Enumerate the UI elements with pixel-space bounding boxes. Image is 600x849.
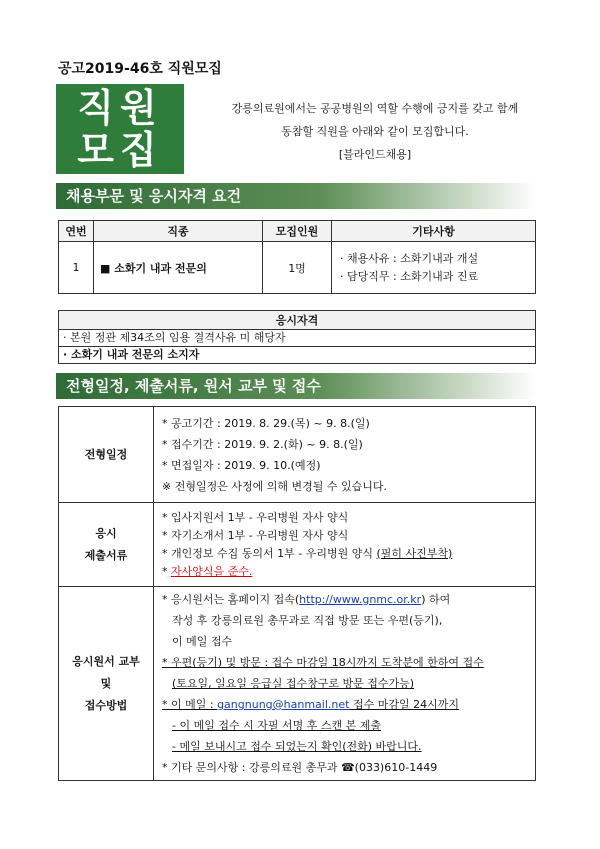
documents-row <box>59 503 536 587</box>
section-heading-process: 전형일정, 제출서류, 원서 교부 및 접수 <box>56 373 536 399</box>
schedule-row <box>59 407 536 503</box>
submission-line-1-text: * 응시원서는 홈페이지 접속( <box>162 593 300 606</box>
company-form-note: 자사양식을 준수. <box>171 564 253 578</box>
submission-line-6-text: * 이 메일 : <box>162 698 218 711</box>
submission-line-9: * 기타 문의사항 : 강릉의료원 총무과 ☎(033)610-1449 <box>162 761 438 774</box>
row-no: 1 <box>59 242 94 294</box>
documents-line-4-bullet: * <box>162 564 171 578</box>
row-other <box>332 242 536 294</box>
row-other-duty: · 담당직무 : 소화기내과 진료 <box>340 269 479 283</box>
row-count: 1명 <box>263 242 332 294</box>
qualification-line-1: · 본원 정관 제34조의 임용 결격사유 미 해당자 <box>59 330 536 347</box>
submission-line-3: 이 메일 접수 <box>172 635 233 648</box>
submission-label <box>59 587 154 781</box>
section-heading-recruitment: 채용부문 및 응시자격 요건 <box>56 183 536 209</box>
email-link[interactable]: gangnung@hanmail.net <box>217 698 350 711</box>
header-no: 연번 <box>59 221 94 242</box>
process-table <box>58 406 536 781</box>
schedule-label: 전형일정 <box>59 407 154 503</box>
intro-line-1: 강릉의료원에서는 공공병원의 역할 수행에 긍지를 갖고 함께 <box>231 102 519 115</box>
header-count: 모집인원 <box>263 221 332 242</box>
submission-line-2: 작성 후 강릉의료원 총무과로 직접 방문 또는 우편(등기), <box>172 614 443 627</box>
submission-line-7: - 이 메일 접수 시 자필 서명 후 스캔 본 제출 <box>172 719 381 732</box>
recruitment-table <box>58 220 536 294</box>
documents-label-1: 응시 <box>95 526 117 540</box>
schedule-line-3: * 면접일자 : 2019. 9. 10.(예정) <box>162 458 321 472</box>
submission-line-6 <box>162 694 531 715</box>
documents-line-4 <box>162 563 531 581</box>
document-title: 공고2019-46호 직원모집 <box>58 61 222 77</box>
logo-line-1: 직원 <box>77 86 163 130</box>
homepage-link[interactable]: http://www.gnmc.or.kr <box>299 593 422 606</box>
intro-line-3: [블라인드채용] <box>338 148 412 161</box>
recruitment-logo <box>56 84 184 174</box>
submission-row <box>59 587 536 781</box>
logo-line-2: 모집 <box>77 128 163 172</box>
schedule-content <box>154 407 536 503</box>
submission-line-1 <box>162 589 531 610</box>
intro-line-2: 동참할 직원을 아래와 같이 모집합니다. <box>281 125 469 138</box>
row-job: ■ 소화기 내과 전문의 <box>94 242 263 294</box>
submission-line-5: (토요일, 일요일 응급실 접수창구로 방문 접수가능) <box>172 677 415 690</box>
schedule-line-4: ※ 전형일정은 사정에 의해 변경될 수 있습니다. <box>162 479 387 493</box>
documents-label-2: 제출서류 <box>84 548 128 562</box>
documents-content <box>154 503 536 587</box>
header-job: 직종 <box>94 221 263 242</box>
documents-line-2: * 자기소개서 1부 - 우리병원 자사 양식 <box>162 528 349 542</box>
qualification-line-2: · 소화기 내과 전문의 소지자 <box>59 347 536 364</box>
documents-line-1: * 입사지원서 1부 - 우리병원 자사 양식 <box>162 510 349 524</box>
documents-line-3-text: * 개인정보 수집 동의서 1부 - 우리병원 양식 <box>162 546 377 560</box>
submission-label-2: 및 <box>100 676 112 690</box>
row-other-reason: · 채용사유 : 소화기내과 개설 <box>340 251 479 265</box>
submission-content <box>154 587 536 781</box>
documents-label <box>59 503 154 587</box>
submission-line-4: * 우편(등기) 및 방문 : 접수 마감일 18시까지 도착분에 한하여 접수 <box>162 656 484 669</box>
table-header-row <box>59 221 536 242</box>
submission-label-1: 응시원서 교부 <box>72 654 140 668</box>
submission-label-3: 접수방법 <box>84 698 128 712</box>
header-other: 기타사항 <box>332 221 536 242</box>
schedule-line-2: * 접수기간 : 2019. 9. 2.(화) ~ 9. 8.(일) <box>162 437 363 451</box>
submission-line-1-tail: ) 하여 <box>421 593 451 606</box>
schedule-line-1: * 공고기간 : 2019. 8. 29.(목) ~ 9. 8.(일) <box>162 416 370 430</box>
documents-line-3 <box>162 545 531 563</box>
qualification-heading: 응시자격 <box>59 311 536 330</box>
submission-line-8: - 메일 보내시고 접수 되었는지 확인(전화) 바랍니다. <box>172 740 422 753</box>
submission-line-6-tail: 접수 마감일 24시까지 <box>349 698 459 711</box>
intro-text <box>190 97 560 166</box>
photo-required-note: (필히 사진부착) <box>376 546 453 560</box>
qualification-table <box>58 310 536 364</box>
table-row <box>59 242 536 294</box>
